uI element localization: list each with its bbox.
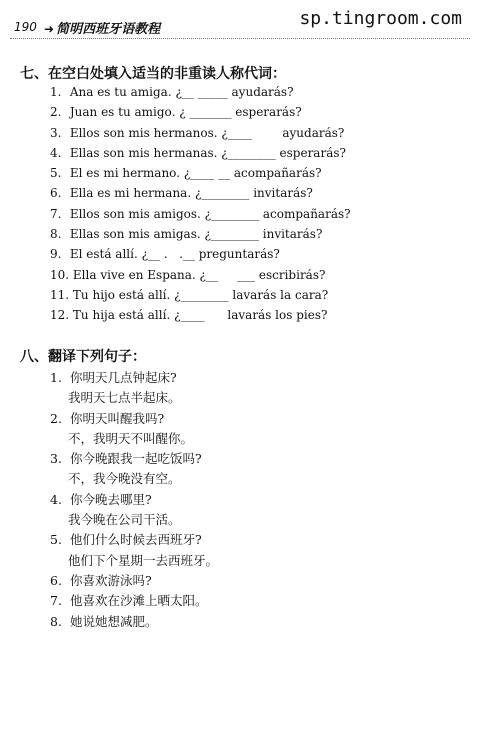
translation-answer: 我今晚在公司干活。 (68, 512, 181, 528)
item-number: 8. (50, 613, 62, 629)
exercise-item (50, 163, 351, 183)
translation-question (50, 409, 218, 429)
exercise-item (50, 204, 351, 224)
section-7-title: 七、在空白处填入适当的非重读人称代词： (20, 66, 286, 82)
translation-answer: 他们下个星期一去西班牙。 (68, 552, 219, 568)
item-number: 7. (50, 206, 62, 221)
item-sentence: El es mi hermano. ¿____ __ acompañarás? (69, 166, 322, 181)
item-sentence: Ella es mi hermana. ¿________ invitarás? (69, 186, 313, 201)
item-number: 5. (50, 532, 62, 548)
exercise-item (50, 183, 351, 203)
item-number: 3. (50, 451, 62, 467)
translation-answer: 不，我今晚没有空。 (68, 471, 181, 487)
exercise-item (50, 143, 351, 163)
translation-answer: 不，我明天不叫醒你。 (68, 430, 194, 446)
item-sentence: Ellas son mis amigas. ¿________ invitarás? (69, 227, 323, 242)
question-text: 你明天几点钟起床? (69, 370, 177, 385)
item-number: 6. (50, 186, 62, 201)
exercise-item (50, 102, 351, 122)
item-number: 6. (50, 572, 62, 588)
item-number: 5. (50, 166, 62, 181)
item-sentence: Ellos son mis hermanos. ¿____ ayudarás? (69, 125, 345, 140)
exercise-item (50, 244, 351, 264)
question-text: 你喜欢游泳吗? (69, 572, 152, 588)
exercise-item (50, 265, 351, 285)
question-text: 你今晚去哪里? (69, 491, 152, 507)
question-text: 她说她想减肥。 (69, 613, 158, 629)
item-number: 2. (50, 105, 62, 120)
section-8-title: 八、翻译下列句子： (20, 349, 146, 365)
exercise-8-list (50, 368, 218, 632)
item-number: 3. (50, 125, 62, 140)
item-number: 8. (50, 227, 62, 242)
item-sentence: Juan es tu amigo. ¿ _______ esperarás? (69, 105, 302, 120)
item-number: 2. (50, 410, 62, 426)
item-sentence: Tu hija está allí. ¿____ lavarás los pies? (72, 308, 328, 323)
book-title (44, 18, 160, 37)
item-number: 4. (50, 491, 62, 507)
arrow-icon: ➜ (44, 22, 55, 36)
question-text: 你今晚跟我一起吃饭吗? (69, 451, 202, 467)
exercise-item (50, 224, 351, 244)
exercise-item (50, 123, 351, 143)
book-title-text: 简明西班牙语教程 (56, 22, 161, 37)
translation-question (50, 449, 218, 469)
item-sentence: El está allí. ¿__ . .__ preguntarás? (69, 247, 280, 262)
item-number: 12. (50, 308, 70, 323)
question-text: 他们什么时候去西班牙? (69, 532, 202, 548)
item-sentence: Tu hijo está allí. ¿________ lavarás la cara? (72, 287, 329, 302)
item-sentence: Ana es tu amiga. ¿__ _____ ayudarás? (69, 85, 294, 99)
translation-question (50, 490, 218, 510)
item-number: 9. (50, 247, 62, 262)
question-text: 他喜欢在沙滩上晒太阳。 (69, 593, 208, 609)
item-sentence: Ellas son mis hermanas. ¿________ esperarás? (69, 145, 346, 160)
header-divider (10, 38, 470, 39)
question-text: 你明天叫醒我吗? (69, 410, 165, 426)
exercise-item (50, 305, 351, 325)
translation-question (50, 571, 218, 591)
exercise-7-list (50, 82, 351, 326)
item-sentence: Ella vive en Espana. ¿__ ___ escribirás? (72, 267, 326, 282)
item-number: 10. (50, 267, 70, 282)
item-number: 1. (50, 370, 62, 385)
translation-question (50, 591, 218, 611)
item-number: 7. (50, 593, 62, 609)
item-number: 4. (50, 145, 62, 160)
exercise-item (50, 285, 351, 305)
item-number: 1. (50, 85, 62, 99)
translation-question (50, 368, 218, 388)
site-watermark: sp.tingroom.com (299, 8, 462, 29)
item-number: 11. (50, 287, 70, 302)
page-header (0, 0, 480, 40)
item-sentence: Ellos son mis amigos. ¿________ acompañarás? (69, 206, 351, 221)
page-number: 190 (14, 20, 37, 34)
translation-question (50, 612, 218, 632)
exercise-item (50, 82, 351, 102)
translation-answer: 我明天七点半起床。 (68, 390, 181, 406)
translation-question (50, 530, 218, 550)
